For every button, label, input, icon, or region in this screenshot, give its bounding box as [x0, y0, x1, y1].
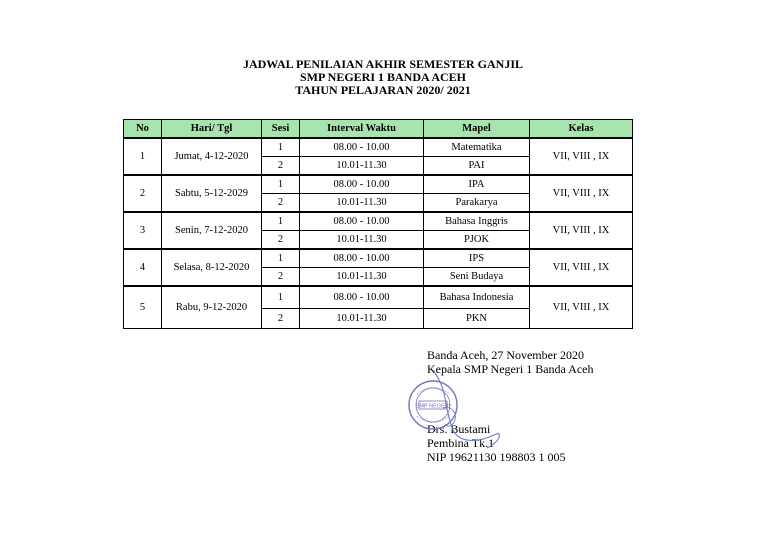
row-subject: Seni Budaya — [424, 268, 530, 287]
row-subject: Parakarya — [424, 194, 530, 213]
row-time: 10.01-11.30 — [300, 231, 424, 250]
row-number: 4 — [124, 249, 162, 286]
row-session: 1 — [262, 249, 300, 268]
column-header-session: Sesi — [262, 120, 300, 139]
exam-schedule-table — [123, 119, 633, 329]
row-date: Rabu, 9-12-2020 — [162, 286, 262, 329]
row-time: 08.00 - 10.00 — [300, 212, 424, 231]
document-title — [0, 58, 768, 97]
table-header-row — [124, 120, 633, 139]
title-line-2: SMP NEGERI 1 BANDA ACEH — [299, 70, 467, 84]
row-subject: PJOK — [424, 231, 530, 250]
table-row — [124, 212, 633, 231]
row-date: Senin, 7-12-2020 — [162, 212, 262, 249]
row-session: 2 — [262, 194, 300, 213]
table-row — [124, 138, 633, 157]
row-class: VII, VIII , IX — [530, 138, 633, 175]
row-class: VII, VIII , IX — [530, 175, 633, 212]
row-time: 10.01-11.30 — [300, 309, 424, 329]
title-line-3: TAHUN PELAJARAN 2020/ 2021 — [295, 83, 471, 97]
row-session: 2 — [262, 157, 300, 176]
row-subject: IPS — [424, 249, 530, 268]
row-class: VII, VIII , IX — [530, 212, 633, 249]
row-time: 08.00 - 10.00 — [300, 175, 424, 194]
row-class: VII, VIII , IX — [530, 249, 633, 286]
row-time: 10.01-11.30 — [300, 268, 424, 287]
column-header-date: Hari/ Tgl — [162, 120, 262, 139]
table-row — [124, 286, 633, 309]
place-date: Banda Aceh, 27 November 2020 — [427, 348, 584, 362]
column-header-subject: Mapel — [424, 120, 530, 139]
row-session: 1 — [262, 138, 300, 157]
row-time: 08.00 - 10.00 — [300, 286, 424, 309]
row-time: 10.01-11.30 — [300, 157, 424, 176]
row-time: 08.00 - 10.00 — [300, 138, 424, 157]
stamp-text: SMP NEGERI — [415, 403, 451, 410]
table-row — [124, 249, 633, 268]
row-session: 1 — [262, 212, 300, 231]
row-time: 08.00 - 10.00 — [300, 249, 424, 268]
row-date: Sabtu, 5-12-2029 — [162, 175, 262, 212]
row-session: 2 — [262, 309, 300, 329]
row-subject: Bahasa Indonesia — [424, 286, 530, 309]
column-header-class: Kelas — [530, 120, 633, 139]
row-session: 2 — [262, 268, 300, 287]
table-row — [124, 175, 633, 194]
row-time: 10.01-11.30 — [300, 194, 424, 213]
row-date: Selasa, 8-12-2020 — [162, 249, 262, 286]
row-subject: IPA — [424, 175, 530, 194]
row-subject: PAI — [424, 157, 530, 176]
row-subject: PKN — [424, 309, 530, 329]
row-subject: Bahasa Inggris — [424, 212, 530, 231]
official-nip: NIP 19621130 198803 1 005 — [427, 450, 566, 464]
row-number: 1 — [124, 138, 162, 175]
column-header-time: Interval Waktu — [300, 120, 424, 139]
official-rank: Pembina Tk.1 — [427, 436, 495, 450]
official-name: Drs. Bustami — [427, 422, 491, 436]
row-number: 3 — [124, 212, 162, 249]
official-position: Kepala SMP Negeri 1 Banda Aceh — [427, 362, 594, 376]
row-number: 2 — [124, 175, 162, 212]
row-session: 1 — [262, 286, 300, 309]
row-subject: Matematika — [424, 138, 530, 157]
row-session: 2 — [262, 231, 300, 250]
row-class: VII, VIII , IX — [530, 286, 633, 329]
column-header-no: No — [124, 120, 162, 139]
title-line-1: JADWAL PENILAIAN AKHIR SEMESTER GANJIL — [242, 57, 524, 71]
handwritten-signature-icon — [425, 368, 515, 458]
row-number: 5 — [124, 286, 162, 329]
row-date: Jumat, 4-12-2020 — [162, 138, 262, 175]
row-session: 1 — [262, 175, 300, 194]
